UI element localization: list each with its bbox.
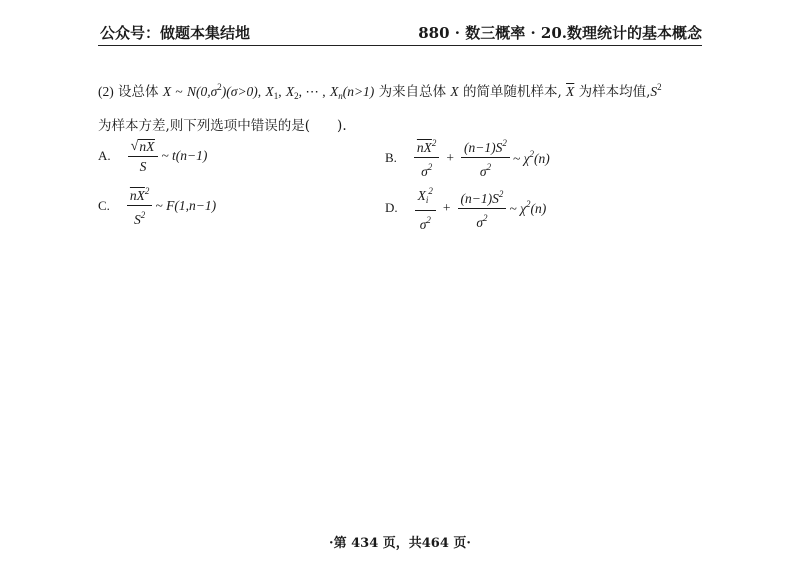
problem-line-1: (2) 设总体 X ~ $N(0,\sigma^2)(\sigma>0)$, $X_1$, $X_2$, ⋯ , $X_n(n>1)$ 为来自总体 X 的简单随机样本, $\overline{X}$ 为样本均值$,S^2$ — [98, 82, 662, 101]
problem-text-1: 设总体 — [118, 84, 159, 100]
problem-text-4: 为样本均值, — [578, 84, 651, 100]
sqrt-symbol: √ nX — [130, 139, 155, 154]
math-dots: , ⋯ , — [298, 84, 326, 99]
option-d-letter: D. — [385, 200, 398, 215]
math-X-bar: $\overline{X}$ — [566, 84, 575, 99]
option-d-denominator-1: $\sigma^2$ — [419, 215, 431, 232]
page-footer: ·第 434 页，共464 页· — [329, 536, 471, 551]
option-b — [385, 136, 550, 179]
option-b-rhs: ~ $\chi^2(n)$ — [512, 148, 550, 166]
math-N: N — [187, 84, 197, 99]
math-sub-2: 2 — [294, 91, 299, 101]
math-S-sup: 2 — [657, 82, 662, 92]
option-b-numerator-2: $(n-1)S^2$ — [461, 136, 510, 158]
option-d-rhs: ~ $\chi^2(n)$ — [509, 199, 547, 216]
problem-statement — [98, 72, 710, 141]
option-b-fraction-2 — [461, 136, 510, 179]
math-tilde: ~ — [175, 84, 183, 99]
option-d-numerator-1: $X_i^2$ — [415, 184, 436, 211]
problem-text-3: 的简单随机样本, — [462, 84, 562, 100]
option-c — [98, 184, 216, 227]
option-b-letter: B. — [385, 149, 397, 165]
math-params: (0,σ — [196, 84, 218, 99]
option-b-numerator-1: $\overline{nX}^2$ — [414, 136, 440, 158]
option-b-denominator-1: $\sigma^2$ — [421, 162, 433, 179]
option-c-numerator: $\overline{nX}^2$ — [127, 184, 153, 206]
option-b-fraction-1 — [414, 136, 440, 179]
option-c-fraction — [127, 184, 153, 227]
option-d-numerator-2: $(n-1)S^2$ — [458, 187, 507, 209]
math-params-close: )(σ>0), — [221, 84, 262, 99]
option-a — [98, 138, 207, 174]
math-Xn: X — [329, 84, 339, 99]
header-left-title: 公众号：做题本集结地 — [100, 24, 251, 42]
option-a-fraction — [128, 138, 159, 174]
option-a-letter: A. — [98, 148, 111, 163]
math-sup-2: 2 — [217, 82, 222, 92]
option-a-rhs: ~ t(n−1) — [161, 148, 208, 163]
math-S: S — [650, 84, 658, 99]
math-n-cond: (n>1) — [342, 84, 375, 99]
option-b-plus: + — [446, 149, 455, 165]
header-divider — [98, 45, 702, 46]
header-right-title: 880 · 数三概率 · 20.数理统计的基本概念 — [418, 24, 702, 42]
option-b-denominator-2: $\sigma^2$ — [479, 162, 492, 179]
option-d-denominator-2: $\sigma^2$ — [476, 212, 488, 230]
option-c-letter: C. — [98, 197, 110, 213]
math-sub-n: n — [338, 91, 343, 101]
math-X: X — [162, 84, 172, 99]
option-d-fraction-1 — [415, 184, 436, 232]
problem-text-2: 为来自总体 — [378, 84, 447, 100]
problem-line-2: 为样本方差,则下列选项中错误的是( ). — [98, 118, 347, 134]
option-a-numerator — [128, 138, 159, 157]
math-X-pop: X — [450, 84, 459, 99]
option-a-denominator: S — [139, 159, 147, 174]
option-d — [385, 184, 546, 232]
option-c-rhs: ~ F(1,n−1) — [155, 197, 217, 213]
problem-number: (2) — [98, 84, 114, 99]
option-d-fraction-2 — [458, 187, 507, 230]
math-X1: X — [265, 84, 274, 99]
math-sub-1: 1 — [273, 91, 279, 101]
option-c-denominator: $S^2$ — [134, 210, 146, 227]
option-d-plus: + — [442, 200, 451, 215]
math-X2: X — [285, 84, 295, 99]
